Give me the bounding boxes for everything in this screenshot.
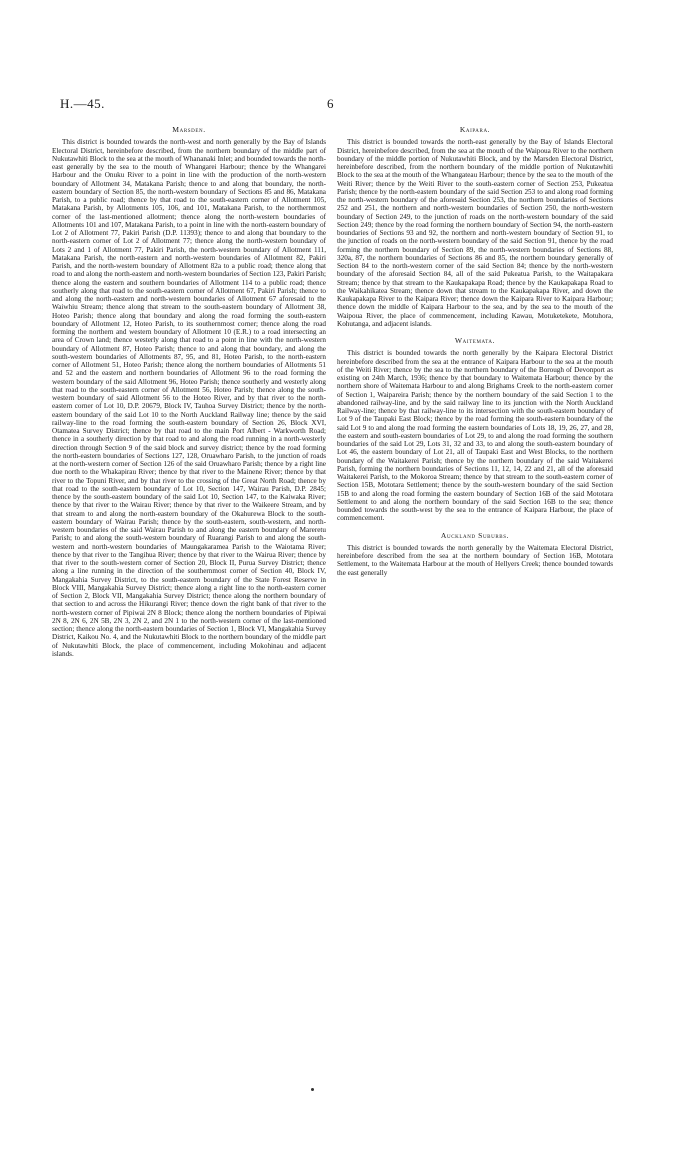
section-title-waitemata: Waitemata.	[454, 336, 496, 345]
section-title-auckland-suburbs: Auckland Suburbs.	[440, 530, 510, 540]
section-text-auckland-suburbs: This district is bounded towards the north generally by the Waitemata Electoral District, hereinbefore described from the sea at the northern boundary of Section 16B, Mototara Settlement, to the Waitemata Harbour at the mouth of Hellyers Creek; thence bounded towards the east generally	[337, 543, 613, 577]
document-reference: H.—45.	[60, 96, 105, 111]
left-column	[52, 126, 326, 664]
section-title-kaipara: Kaipara.	[459, 125, 491, 134]
page-number: 6	[327, 96, 334, 111]
section-text-waitemata: This district is bounded towards the north generally by the Kaipara Electoral District hereinbefore described from the sea at the entrance of Kaipara Harbour to the sea at the mouth of the Weiti River; thence by the sea to the northern boundary of the Borough of Devonport as existing on 24th March, 1936; thence by that boundary to Waitemata Harbour; thence by the northern shore of Waitemata Harbour to and along Brighams Creek to the north-eastern corner of Section 1, Waipareira Parish; thence by the northern boundary of the said Section 1 to the abandoned railway-line, and by the said railway line to its junction with the North Auckland Railway-line; thence by that railway-line to its intersection with the south-eastern boundary of Lot 9 of the Taupaki East Block; thence by the road forming the south-eastern boundary of the said Lot 9 to and along the road forming the eastern boundaries of Lots 18, 19, 26, 27, and 28, the eastern and south-eastern boundaries of Lot 29, to and along the road forming the southern boundaries of the said Lot 29, Lots 31, 32 and 33, to and along the south-eastern boundary of Lot 46, the eastern boundary of Lot 21, all of Taupaki East and West Blocks, to the northern boundary of the Waitakerei Parish; thence by the northern boundary of the said Waitakerei Parish, forming the northern boundaries of Sections 11, 12, 14, 22 and 21, all of the aforesaid Waitakerei Parish, to the Mokoroa Stream; thence by that stream to the south-eastern corner of Section 15B, Mototara Settlement; thence by the south-western boundary of the said Section 15B to and along the road forming the eastern boundary of Section 16B of the said Mototara Settlement to and along the northern boundary of the said Section 16B to the sea; thence bounded towards the south-west by the sea to the entrance of Kaipara Harbour, the place of commencement.	[337, 349, 613, 523]
section-text-kaipara: This district is bounded towards the north-east generally by the Bay of Islands Electoral District, hereinbefore described, from the sea at the mouth of the Waipoua River to the northern boundary of the middle portion of Nukutawhiti Block, and by the Marsden Electoral District, hereinbefore described, from the northern boundary of the middle portion of Nukutawhiti Block to the sea at the mouth of the Whangateau Harbour; thence by the sea to the mouth of the Weiti River; thence by the Weiti River to the south-eastern corner of Section 253, Pukeatua Parish; thence by the north-eastern boundary of the said Section 253 to and along road forming the north-western boundary of the aforesaid Section 253, the northern boundaries of Sections 252 and 251, the northern and north-western boundaries of Section 250, the north-western boundary of Section 249, to the junction of roads on the north-western boundary of the said Section 249; thence by the road forming the northern boundary of Section 94, the north-eastern boundaries of Sections 93 and 92, the northern and north-western boundary of Section 91, to the junction of roads on the north-western boundary of the said Section 91, thence by the road forming the northern boundary of Section 89, the north-western boundaries of Sections 88, 320a, 87, the northern boundaries of Sections 86 and 85, the northern boundary generally of Section 84 to the north-western corner of the said Section 84; thence by the north-western boundary of the aforesaid Section 84, all of the said Pukeatua Parish, to the Waitapakara Stream; thence by that stream to the Kaukapakapa Road; thence by the Kaukapakapa Road to the Waikahikatea Stream; thence down that stream to the Kaukapakapa River, and down the Kaukapakapa River to the Kaipara River; thence down the Kaipara River to Kaipara Harbour; thence down the middle of Kaipara Harbour to the sea, and by the sea to the mouth of the Waipoua River, the place of commencement, including Kawau, Motuketekete, Motuhora, Kohutanga, and adjacent islands.	[337, 138, 613, 328]
print-mark	[311, 1088, 314, 1091]
right-column	[337, 126, 613, 583]
section-title-marsden: Marsden.	[172, 125, 206, 134]
page-header	[60, 96, 640, 114]
section-text-marsden: This district is bounded towards the north-west and north generally by the Bay of Islands Electoral District, hereinbefore described, from the northern boundary of the middle part of Nukutawhiti Block to the sea at the mouth of Whananaki Inlet; and bounded towards the north-east generally by the sea to the mouth of Whangarei Harbour; thence by the Whangarei Harbour and the Onuku River to a point in line with the production of the north-western boundary of Allotment 34, Matakana Parish; thence to and along that boundary, the north-eastern boundary of Section 85, the north-western boundary of Sections 85 and 86, Matakana Parish, to a public road; thence by that road to the south-eastern corner of Allotment 105, Matakana Parish, by Allotments 105, 106, and 101, Matakana Parish, to the northernmost corner of the last-mentioned allotment; thence along the north-western boundaries of Allotments 101 and 107, Matakana Parish, to a point in line with the north-eastern boundary of Lot 2 of Allotment 77, Pakiri Parish (D.P. 11393); thence to and along that boundary to the north-eastern corner of Lot 2 of Allotment 77; thence along the north-western boundary of Lots 2 and 1 of Allotment 77, Pakiri Parish, the north-western boundary of Allotment 111, Matakana Parish, the north-eastern and north-western boundaries of Allotment 82, Pakiri Parish, and the north-western boundary of Allotment 82a to a public road; thence along that road to and along the north-eastern and north-western boundaries of Section 123, Pakiri Parish; thence along the eastern and southern boundaries of Allotment 114 to a public road; thence southerly along that road to the south-eastern corner of Allotment 67, Pakiri Parish; thence to and along the north-eastern and north-western boundaries of Allotment 67 aforesaid to the Waiwhiu Stream; thence along that stream to the south-eastern boundary of Allotment 38, Hoteo Parish; thence along that boundary and along the road forming the south-eastern boundary of Allotment 12, Hoteo Parish, to its southernmost corner; thence along the road forming the northern and western boundary of Allotment 10 (E.R.) to a road intersecting an area of Crown land; thence westerly along that road to a point in line with the north-western boundary of Allotment 87, Hoteo Parish; thence to and along that boundary, and along the south-western boundaries of Allotments 87, 95, and 81, Hoteo Parish, to the north-eastern corner of Allotment 51, Hoteo Parish; thence along the northern boundaries of Allotments 51 and 52 and the eastern and northern boundaries of Allotment 96 to the road forming the western boundary of the said Allotment 96, Hoteo Parish; thence southerly and westerly along that road to the south-eastern corner of Allotment 56, Hoteo Parish; thence along the south-western boundary of said Allotment 56 to the Hoteo River, and by that river to the north-eastern corner of Lot 10, D.P. 20679, Block IV, Tauhoa Survey District; thence by the north-eastern boundary of the said Lot 10 to the North Auckland Railway line; thence by the said railway-line to the road forming the south-eastern boundary of Section 26, Block XVI, Otamatea Survey District; thence by that road to the main Port Albert - Warkworth Road; thence in a southerly direction by that road to and along the road running in a north-westerly direction through Section 9 of the said block and survey district; thence by the road forming the north-eastern boundaries of Sections 127, 128, Oruawharo Parish, to the junction of roads at the north-western corner of Section 126 of the said Oruawharo Parish; thence by a right line due north to the Whakapirau River; thence by that river to the Mainene River; thence by that river to the Topuni River, and by that river to the crossing of the Great North Road; thence by that road to the south-eastern boundary of Lot 10, Section 147, Wairau Parish, D.P. 2845; thence by the south-eastern boundary of the said Lot 10, Section 147, to the Kaiwaka River; thence by that river to the Wairau River; thence by that river to the Waikeere Stream, and by that stream to and along the north-eastern boundary of the Okahurewa Block to the south-eastern boundary of Wairau Parish; thence by the south-eastern, south-western, and north-western boundaries of the said Wairau Parish to and along the eastern boundary of Mareretu Parish; to and along the south-western boundary of Ruarangi Parish to and along the south-western and north-western boundaries of Maungakaramea Parish to the Waiotama River; thence by that river to the Tangihua River; thence by that river to the Wairua River; thence by that river to the south-western corner of Section 20, Block II, Purua Survey District; thence along a line running in the direction of the southernmost corner of Section 40, Block IV, Mangakahia Survey District, to the south-eastern boundary of the State Forest Reserve in Block VIII, Mangakahia Survey District; thence along a right line to the north-eastern corner of Section 2, Block VII, Mangakahia Survey District; thence along the northern boundary of that section to and across the Hikurangi River; thence down the right bank of that river to the north-western corner of Pipiwai 2N 8 Block; thence along the northern boundaries of Pipiwai 2N 8, 2N 6, 2N 5B, 2N 3, 2N 2, and 2N 1 to the north-western corner of the last-mentioned section; thence along the north-eastern boundaries of Section 1, Block VI, Mangakahia Survey District, Kaikou No. 4, and the Nukutawhiti Block to the northern boundary of the middle part of Nukutawhiti Block, the place of commencement, including Mokohinau and adjacent islands.	[52, 138, 326, 658]
